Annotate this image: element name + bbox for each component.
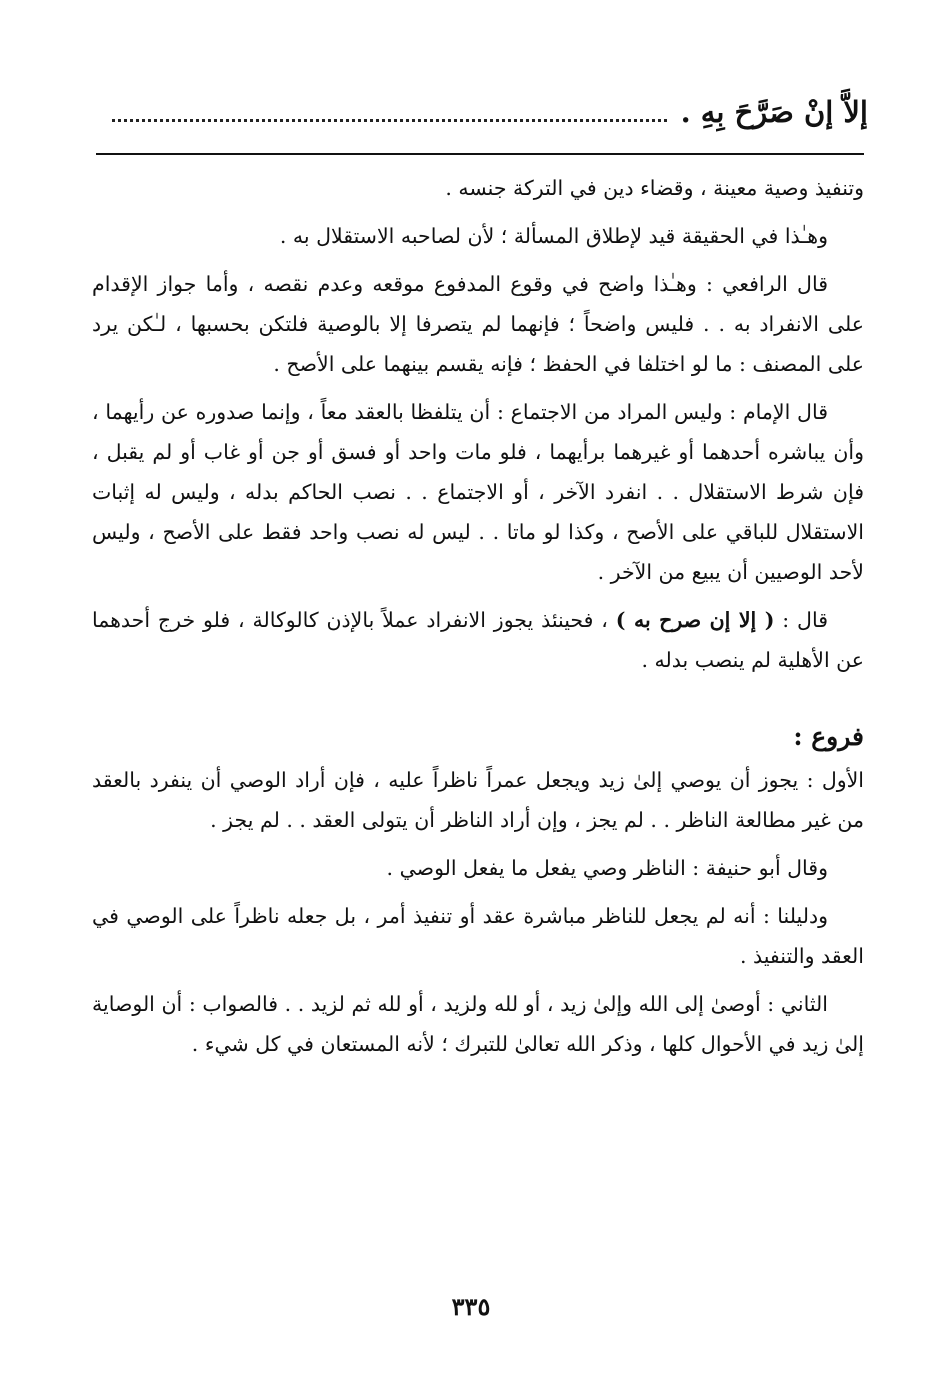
running-header [92, 88, 868, 132]
header-dotted-leader [112, 118, 667, 122]
paragraph-rest: ، فحينئذ يجوز الانفراد عملاً بالإذن كالوكالة ، فلو خرج أحدهما عن الأهلية لم ينصب بدله . [92, 608, 864, 672]
paragraph-quote [92, 600, 864, 680]
paragraph: الثاني : أوصىٰ إلى الله وإلىٰ زيد ، أو لله ولزيد ، أو لله ثم لزيد . . فالصواب : أن الوصاية إلىٰ زيد في الأحوال كلها ، وذكر الله تعالىٰ للتبرك ؛ لأنه المستعان في كل شيء . [92, 992, 864, 1056]
paragraph: وتنفيذ وصية معينة ، وقضاء دين في التركة جنسه . [445, 176, 864, 200]
header-title: إلاَّ إنْ صَرَّحَ بِهِ . [680, 95, 868, 129]
page-number: ٣٣٥ [451, 1292, 491, 1321]
paragraph: ودليلنا : أنه لم يجعل للناظر مباشرة عقد أو تنفيذ أمر ، بل جعله ناظراً على الوصي في العقد والتنفيذ . [92, 904, 864, 968]
header-rule [96, 153, 864, 155]
quoted-matn: ( إلا إن صرح به ) [615, 608, 775, 632]
paragraph-lead: قال : [774, 608, 828, 632]
main-text [92, 168, 864, 1072]
paragraph: قال الرافعي : وهـٰذا واضح في وقوع المدفوع موقعه وعدم نقصه ، وأما جواز الإقدام على الانفراد به . . فليس واضحاً ؛ فإنهما لم يتصرفا إلا بالوصية فلتكن بحسبها ، لـٰكن يرد على المصنف : ما لو اختلفا في الحفظ ؛ فإنه يقسم بينهما على الأصح . [92, 272, 864, 376]
paragraph: قال الإمام : وليس المراد من الاجتماع : أن يتلفظا بالعقد معاً ، وإنما صدوره عن رأيهما ، وأن يباشره أحدهما أو غيرهما برأيهما ، فلو مات واحد أو فسق أو جن أو غاب أو لم يقبل ، فإن شرط الاستقلال . . انفرد الآخر ، أو الاجتماع . . نصب الحاكم بدله ، وليس له إثبات الاستقلال للباقي على الأصح ، وكذا لو ماتا . . ليس له نصب واحد فقط على الأصح ، وليس لأحد الوصيين أن يبيع من الآخر . [92, 400, 864, 584]
paragraph: وقال أبو حنيفة : الناظر وصي يفعل ما يفعل الوصي . [386, 856, 828, 880]
paragraph: الأول : يجوز أن يوصي إلىٰ زيد ويجعل عمراً ناظراً عليه ، فإن أراد الوصي أن ينفرد بالعقد من غير مطالعة الناظر . . لم يجز ، وإن أراد الناظر أن يتولى العقد . . لم يجز . [92, 768, 864, 832]
paragraph: وهـٰذا في الحقيقة قيد لإطلاق المسألة ؛ لأن لصاحبه الاستقلال به . [279, 224, 828, 248]
section-heading: فروع : [793, 722, 864, 751]
